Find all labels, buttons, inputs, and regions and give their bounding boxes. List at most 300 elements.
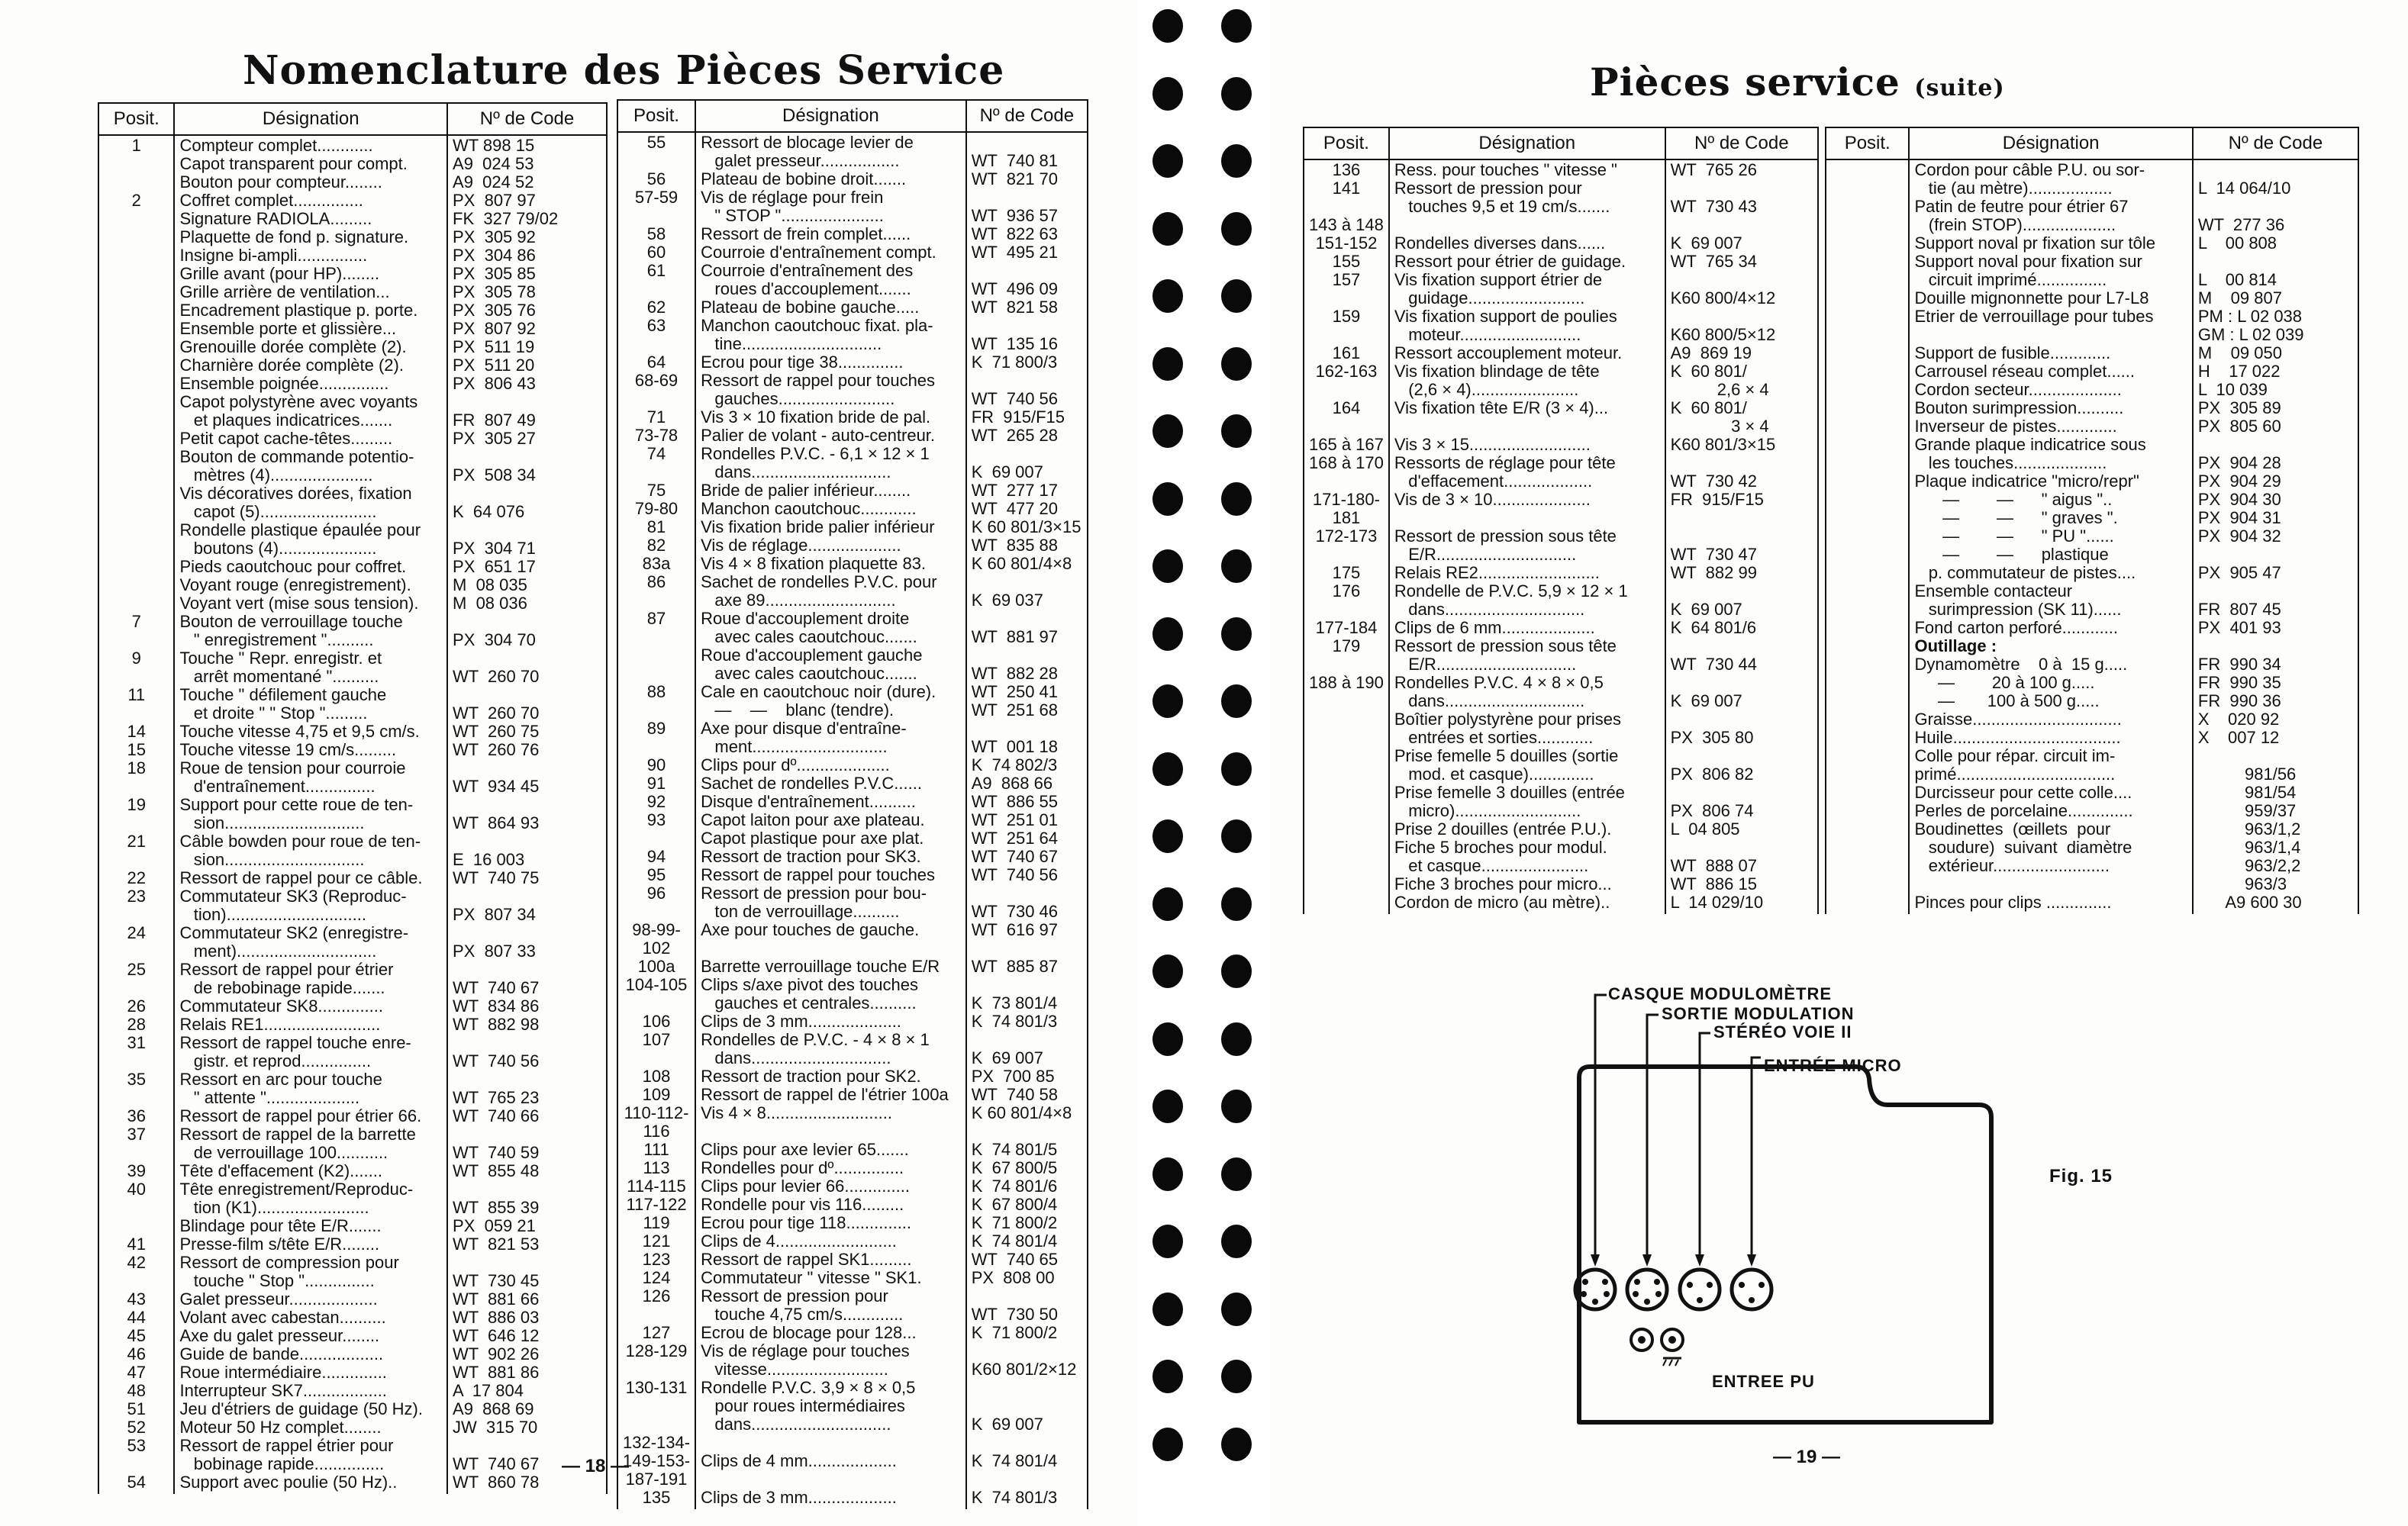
table-row [98,667,607,685]
cell-code [966,316,1088,334]
cell-pos: 98-99- [617,920,695,938]
cell-pos [617,334,695,353]
table-row [98,301,607,319]
cell-desig: Support noval pr fixation sur tôle [1909,233,2192,252]
cell-pos: 82 [617,536,695,554]
cell-desig: Clips s/axe pivot des touches [695,975,966,993]
cell-pos [617,279,695,298]
cell-code: PX 305 85 [447,264,607,282]
cell-desig: Courroie d'entraînement compt. [695,243,966,261]
cell-desig: Bouton de verrouillage touche [174,612,447,630]
cell-pos: 94 [617,847,695,865]
cell-code: PX 305 76 [447,301,607,319]
cell-code: X 020 92 [2193,710,2358,728]
cell-code: WT 740 81 [966,151,1088,169]
cell-desig: Boîtier polystyrène pour prises [1389,710,1665,728]
cell-code: H 17 022 [2193,362,2358,380]
table-row [617,407,1088,426]
cell-pos: 88 [617,682,695,700]
cell-desig: Ressort de blocage levier de [695,132,966,151]
cell-pos [617,993,695,1012]
cell-pos: 177-184 [1304,618,1389,636]
table-row [617,334,1088,353]
table-row [98,539,607,557]
table-row [617,1048,1088,1067]
cell-code: PX 806 43 [447,374,607,392]
cell-pos [98,447,174,465]
cell-desig: Ressort de rappel touche enre- [174,1033,447,1051]
cell-desig: ton de verrouillage.......... [695,902,966,920]
cell-code: A9 868 69 [447,1399,607,1418]
cell-pos: 31 [98,1033,174,1051]
cell-code: PX 805 60 [2193,417,2358,435]
table-row [617,169,1088,188]
cell-desig: Ressort de traction pour SK3. [695,847,966,865]
cell-pos: 48 [98,1381,174,1399]
cell-desig: touche 4,75 cm/s............. [695,1305,966,1323]
cell-code: PX 511 20 [447,356,607,374]
cell-code: WT 765 34 [1665,252,1818,270]
table-row [98,209,607,227]
cell-pos: 52 [98,1418,174,1436]
cell-desig: ment).............................. [174,942,447,960]
cell-desig: et plaques indicatrices....... [174,410,447,429]
cell-desig: Insigne bi-ampli............... [174,246,447,264]
cell-desig: Cordon secteur.................... [1909,380,2192,398]
cell-desig: " attente ".................... [174,1088,447,1106]
binding-hole [1152,347,1183,381]
cell-desig: Touche vitesse 19 cm/s......... [174,740,447,758]
table-row [617,1415,1088,1433]
cell-pos [98,484,174,502]
cell-pos [617,151,695,169]
cell-desig: Graisse................................ [1909,710,2192,728]
cell-desig: Clips pour levier 66.............. [695,1177,966,1195]
cell-code: A9 869 19 [1665,343,1818,362]
table-row [98,282,607,301]
cell-desig: Touche " défilement gauche [174,685,447,703]
cell-pos [98,1454,174,1473]
cell-desig: Axe pour touches de gauche. [695,920,966,938]
cell-desig: capot (5)......................... [174,502,447,520]
cell-desig: Grenouille dorée complète (2). [174,337,447,356]
cell-desig: moteur.......................... [1389,325,1665,343]
cell-pos [617,645,695,664]
table-row [98,978,607,996]
cell-desig: Ressort de rappel de la barrette [174,1125,447,1143]
binding-hole [1221,1360,1252,1393]
binding-hole [1221,1157,1252,1191]
table-row [617,957,1088,975]
cell-code: WT 740 67 [447,1454,607,1473]
cell-pos: 111 [617,1140,695,1158]
cell-desig: tine.............................. [695,334,966,353]
cell-desig: Interrupteur SK7.................. [174,1381,447,1399]
cell-code: WT 740 75 [447,868,607,887]
cell-code: PX 059 21 [447,1216,607,1235]
cell-pos: 172-173 [1304,526,1389,545]
cell-pos [98,154,174,172]
cell-pos: 37 [98,1125,174,1143]
table-row [617,224,1088,243]
cell-code: PX 806 74 [1665,801,1818,819]
panel-frame [1579,1067,1991,1422]
cell-code: FR 915/F15 [966,407,1088,426]
cell-pos: 179 [1304,636,1389,655]
cell-code: PX 808 00 [966,1268,1088,1286]
header-code: Nº de Code [2193,127,2358,159]
cell-desig: Ressort de traction pour SK2. [695,1067,966,1085]
cell-desig: Ressort de rappel SK1......... [695,1250,966,1268]
right-title-main: Pièces service [1590,60,1900,105]
cell-code: K 74 801/3 [966,1488,1088,1509]
left-parts-table-1 [98,102,608,1494]
cell-desig: axe 89............................ [695,591,966,609]
table-row [98,1253,607,1271]
binding-hole [1221,1090,1252,1123]
cell-pos: 119 [617,1213,695,1231]
cell-desig: gauches et centrales.......... [695,993,966,1012]
cell-desig: Roue de tension pour courroie [174,758,447,777]
cell-code: PX 305 92 [447,227,607,246]
table-row [98,1070,607,1088]
table-row [98,1326,607,1344]
cell-code [966,444,1088,462]
cell-code: WT 855 48 [447,1161,607,1180]
cell-desig: Commutateur " vitesse " SK1. [695,1268,966,1286]
cell-desig: Etrier de verrouillage pour tubes [1909,307,2192,325]
cell-pos [98,942,174,960]
cell-code: PX 905 47 [2193,563,2358,581]
table-row [617,206,1088,224]
cell-desig: Roue d'accouplement gauche [695,645,966,664]
cell-pos: 54 [98,1473,174,1494]
binding-hole [1152,1360,1183,1393]
cell-code: WT 855 39 [447,1198,607,1216]
cell-pos: 162-163 [1304,362,1389,380]
cell-code [447,484,607,502]
cell-code: WT 251 64 [966,829,1088,847]
cell-pos [617,700,695,719]
cell-pos [98,356,174,374]
cell-pos [98,905,174,923]
cell-code: K 67 800/5 [966,1158,1088,1177]
table-row [98,1454,607,1473]
cell-pos: 73-78 [617,426,695,444]
cell-code: K 67 800/4 [966,1195,1088,1213]
cell-desig: Clips de 6 mm.................... [1389,618,1665,636]
cell-code: WT 740 56 [966,389,1088,407]
cell-desig: Petit capot cache-têtes......... [174,429,447,447]
cell-desig: Ressort de pression pour [1389,179,1665,197]
cell-pos: 26 [98,996,174,1015]
cell-code: WT 740 67 [447,978,607,996]
right-page-number: — 19 — [1773,1447,1841,1467]
table-row [98,1363,607,1381]
cell-code: PX 807 34 [447,905,607,923]
cell-code [966,132,1088,151]
cell-code: K 74 801/5 [966,1140,1088,1158]
right-title-suffix: (suite) [1914,75,2005,101]
cell-pos: 95 [617,865,695,884]
cell-code: WT 934 45 [447,777,607,795]
binding-hole [1152,684,1183,718]
cell-desig: Fiche 5 broches pour modul. [1389,838,1665,856]
table-row [98,337,607,356]
cell-desig: Ressort de rappel pour étrier [174,960,447,978]
cell-code: L 04 805 [1665,819,1818,838]
cell-desig: roues d'accouplement....... [695,279,966,298]
cell-code: WT 477 20 [966,499,1088,517]
cell-code: PX 904 32 [2193,526,2358,545]
table-row [98,649,607,667]
table-row [617,1286,1088,1305]
cell-code: WT 260 70 [447,703,607,722]
cell-code: WT 821 53 [447,1235,607,1253]
cell-pos: 64 [617,353,695,371]
table-row [98,795,607,813]
cell-pos [98,465,174,484]
cell-code [447,447,607,465]
cell-pos [98,374,174,392]
cell-desig: Ressort de pression sous tête [1389,636,1665,655]
cell-pos: 102 [617,938,695,957]
cell-code: K 64 801/6 [1665,618,1818,636]
cell-pos: 71 [617,407,695,426]
cell-code [966,188,1088,206]
table-row [617,1433,1088,1451]
spiral-binding [1137,0,1271,1526]
cell-desig: Inverseur de pistes............. [1909,417,2192,435]
cell-desig: de verrouillage 100........... [174,1143,447,1161]
cell-code: K 69 007 [1665,233,1818,252]
cell-code: WT 730 43 [1665,197,1818,215]
cell-desig: Touche vitesse 4,75 et 9,5 cm/s. [174,722,447,740]
cell-desig: Ressort de rappel étrier pour [174,1436,447,1454]
cell-code: WT 886 55 [966,792,1088,810]
table-row [617,664,1088,682]
cell-code: PX 904 28 [2193,453,2358,472]
binding-hole [1221,752,1252,786]
table-row [98,813,607,832]
table-row [617,627,1088,645]
table-row [617,938,1088,957]
cell-code: 981/56 [2193,765,2358,783]
cell-desig: Ressort de pression sous tête [1389,526,1665,545]
cell-code: K 69 007 [966,1415,1088,1433]
table-row [98,246,607,264]
header-posit: Posit. [617,100,695,132]
cell-desig: dans.............................. [1389,691,1665,710]
cell-pos: 9 [98,649,174,667]
cell-desig: primé.................................. [1909,765,2192,783]
cell-desig: Compteur complet............ [174,135,447,154]
cell-desig: Barrette verrouillage touche E/R [695,957,966,975]
cell-desig: les touches.................... [1909,453,2192,472]
table-row [617,444,1088,462]
cell-pos [98,978,174,996]
cell-pos: 53 [98,1436,174,1454]
cell-pos [98,520,174,539]
table-row [617,554,1088,572]
left-page [0,0,1137,1526]
cell-code: PX 304 70 [447,630,607,649]
table-row [98,1088,607,1106]
cell-pos: 108 [617,1067,695,1085]
table-row [98,1143,607,1161]
table-row [617,426,1088,444]
cell-desig: vitesse.......................... [695,1360,966,1378]
binding-hole [1152,1293,1183,1326]
cell-pos: 87 [617,609,695,627]
cell-desig: avec cales caoutchouc....... [695,664,966,682]
cell-code: WT 821 70 [966,169,1088,188]
cell-code: WT 277 36 [2193,215,2358,233]
cell-pos: 176 [1304,581,1389,600]
cell-pos: 168 à 170 [1304,453,1389,472]
cell-desig: Pinces pour clips .............. [1909,893,2192,914]
cell-desig: Vis 3 × 10 fixation bride de pal. [695,407,966,426]
cell-code [447,887,607,905]
cell-desig: de rebobinage rapide....... [174,978,447,996]
label-sortie-modulation: SORTIE MODULATION [1662,1004,1855,1023]
cell-desig: — 20 à 100 g..... [1909,673,2192,691]
cell-code: WT 740 58 [966,1085,1088,1103]
table-row [98,172,607,191]
cell-desig: Vis 4 × 8........................... [695,1103,966,1122]
cell-code: PX 305 89 [2193,398,2358,417]
cell-pos [98,410,174,429]
table-row [617,792,1088,810]
binding-hole [1152,482,1183,516]
cell-code: WT 835 88 [966,536,1088,554]
cell-code: WT 250 41 [966,682,1088,700]
cell-pos [617,1048,695,1067]
cell-pos: 7 [98,612,174,630]
cell-code: K 60 801/4×8 [966,1103,1088,1122]
binding-hole [1221,617,1252,651]
cell-code: WT 277 17 [966,481,1088,499]
cell-desig: Vis de 3 × 10..................... [1389,490,1665,508]
binding-hole [1152,1157,1183,1191]
cell-desig: Bouton de commande potentio- [174,447,447,465]
cell-code: M 09 050 [2193,343,2358,362]
table-row [617,902,1088,920]
cell-pos [98,429,174,447]
table-row [98,868,607,887]
cell-code: WT 730 46 [966,902,1088,920]
table-row [617,151,1088,169]
cell-pos: 161 [1304,343,1389,362]
cell-desig [695,1470,966,1488]
cell-pos: 91 [617,774,695,792]
cell-code: 959/37 [2193,801,2358,819]
cell-code: K 60 801/ [1665,398,1818,417]
table-row [617,481,1088,499]
cell-pos: 90 [617,755,695,774]
cell-code: K 74 801/3 [966,1012,1088,1030]
cell-code [447,795,607,813]
cell-desig: Dynamomètre 0 à 15 g..... [1909,655,2192,673]
table-row [617,1268,1088,1286]
table-row [617,1195,1088,1213]
cell-desig: circuit imprimé............... [1909,270,2192,288]
cell-desig: Bouton surimpression.......... [1909,398,2192,417]
cell-pos: 15 [98,740,174,758]
cell-pos: 127 [617,1323,695,1341]
cell-pos: 86 [617,572,695,591]
cell-desig: Vis fixation support de poulies [1389,307,1665,325]
cell-code: WT 646 12 [447,1326,607,1344]
table-row [98,502,607,520]
cell-code: WT 898 15 [447,135,607,154]
table-row [98,1051,607,1070]
cell-desig: Ressort de pression pour bou- [695,884,966,902]
cell-code: WT 864 93 [447,813,607,832]
cell-pos [617,1396,695,1415]
cell-code: WT 730 42 [1665,472,1818,490]
cell-code [447,649,607,667]
table-row [617,609,1088,627]
table-row [617,1451,1088,1470]
cell-desig: Ressort de rappel pour touches [695,371,966,389]
cell-pos: 81 [617,517,695,536]
cell-desig: Guide de bande.................. [174,1344,447,1363]
cell-code: PX 305 80 [1665,728,1818,746]
header-posit: Posit. [1826,127,1909,159]
cell-pos: 175 [1304,563,1389,581]
cell-desig: Cale en caoutchouc noir (dure). [695,682,966,700]
cell-code: E 16 003 [447,850,607,868]
cell-pos [98,227,174,246]
table-row [98,1381,607,1399]
cell-code [447,612,607,630]
cell-desig [695,938,966,957]
header-designation: Désignation [174,103,447,135]
cell-desig: Câble bowden pour roue de ten- [174,832,447,850]
cell-code [447,1033,607,1051]
cell-code: K 69 007 [1665,600,1818,618]
table-row [617,1250,1088,1268]
cell-pos [98,319,174,337]
cell-pos: 100a [617,957,695,975]
table-row [617,353,1088,371]
cell-code: 2,6 × 4 [1665,380,1818,398]
table-row [617,499,1088,517]
cell-desig: " enregistrement ".......... [174,630,447,649]
cell-pos: 43 [98,1289,174,1308]
header-posit: Posit. [98,103,174,135]
cell-pos: 104-105 [617,975,695,993]
cell-code: FR 990 35 [2193,673,2358,691]
cell-pos [98,264,174,282]
cell-code: JW 315 70 [447,1418,607,1436]
cell-pos: 21 [98,832,174,850]
label-entree-pu: ENTREE PU [1712,1372,1815,1391]
table-row [98,520,607,539]
cell-desig: Touche " Repr. enregistr. et [174,649,447,667]
cell-desig: Cordon de micro (au mètre).. [1389,893,1665,914]
table-row [98,575,607,594]
cell-code: PX 904 31 [2193,508,2358,526]
cell-desig: Relais RE1......................... [174,1015,447,1033]
table-row [98,905,607,923]
cell-desig: Clips de 4 mm................... [695,1451,966,1470]
cell-desig: Rondelle pour vis 116......... [695,1195,966,1213]
cell-desig: Axe du galet presseur........ [174,1326,447,1344]
cell-desig: Sachet de rondelles P.V.C. pour [695,572,966,591]
cell-desig: extérieur......................... [1909,856,2192,874]
